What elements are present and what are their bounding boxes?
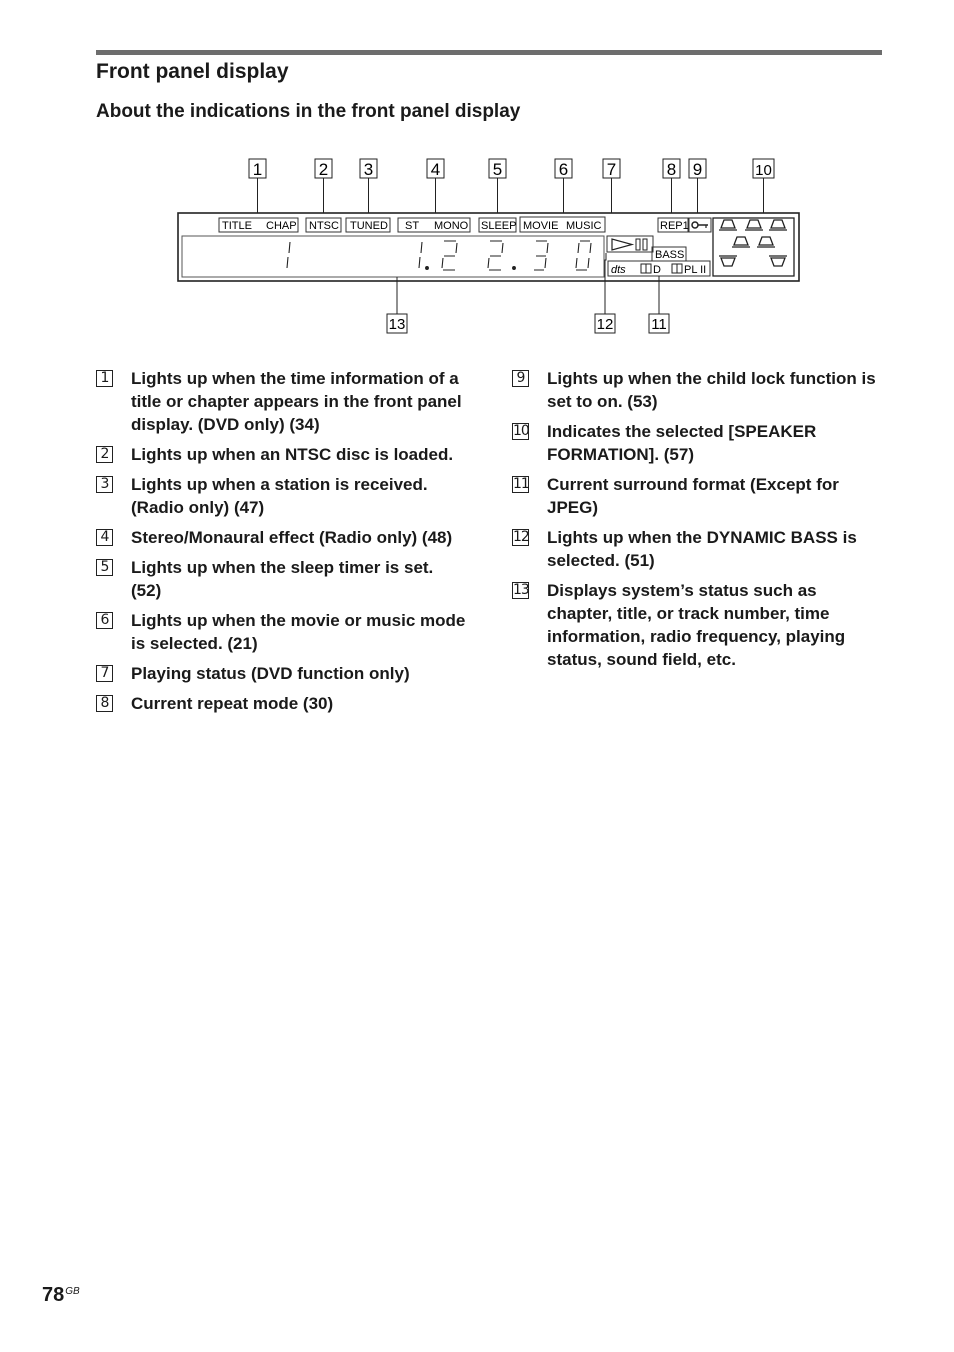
- legend-item: [96, 609, 468, 655]
- legend-item: [96, 662, 468, 685]
- item-number: 3: [96, 476, 113, 493]
- svg-text:SLEEP: SLEEP: [481, 220, 517, 232]
- svg-text:ST: ST: [405, 220, 420, 232]
- legend-item: [512, 526, 882, 572]
- surround-format-indicator: [608, 261, 710, 276]
- legend-item: [96, 692, 468, 715]
- rep1-indicator: [658, 218, 689, 232]
- legend-right-column: [512, 367, 882, 678]
- bass-indicator: [652, 247, 686, 261]
- legend-item: [512, 473, 882, 519]
- item-text: Indicates the selected [SPEAKER FORMATION]. (57): [547, 422, 817, 464]
- item-number: 10: [513, 423, 529, 439]
- legend-item: [96, 367, 468, 436]
- svg-text:2: 2: [318, 160, 329, 179]
- callout-3: [360, 159, 377, 217]
- svg-text:CHAP: CHAP: [266, 220, 297, 232]
- item-text: Lights up when a station is received. (Radio only) (47): [131, 475, 428, 517]
- item-text: Lights up when the sleep timer is set. (52): [131, 558, 434, 600]
- svg-text:8: 8: [666, 160, 677, 179]
- legend-item: [96, 443, 468, 466]
- legend-item: [96, 526, 468, 549]
- svg-text:NTSC: NTSC: [309, 220, 339, 232]
- item-text: Lights up when the child lock function is set to on. (53): [547, 369, 876, 411]
- svg-text:5: 5: [492, 160, 503, 179]
- item-number: 2: [96, 446, 113, 463]
- item-text: Stereo/Monaural effect (Radio only) (48): [131, 528, 453, 547]
- legend-item: [96, 473, 468, 519]
- item-number: 5: [96, 559, 113, 576]
- item-text: Displays system’s status such as chapter, title, or track number, time information, radio frequency, playing status, sound field, etc.: [547, 581, 846, 669]
- item-text: Current repeat mode (30): [131, 694, 334, 713]
- callout-4: [427, 159, 444, 217]
- sleep-indicator: [479, 218, 516, 232]
- svg-text:MONO: MONO: [434, 220, 469, 232]
- legend-item: [512, 579, 882, 671]
- item-text: Lights up when the movie or music mode is selected. (21): [131, 611, 466, 653]
- svg-text:3: 3: [363, 160, 374, 179]
- item-text: Lights up when the time information of a title or chapter appears in the front panel display. (DVD only) (34): [131, 369, 462, 434]
- item-text: Lights up when the DYNAMIC BASS is selected. (51): [547, 528, 857, 570]
- svg-text:D: D: [653, 264, 661, 276]
- svg-text:TUNED: TUNED: [350, 220, 388, 232]
- svg-text:7: 7: [606, 160, 617, 179]
- item-number: 9: [512, 370, 529, 387]
- callout-13: [387, 277, 407, 333]
- front-panel-diagram: [170, 150, 810, 340]
- st-mono-indicator: [398, 218, 470, 232]
- callout-10: [753, 159, 774, 218]
- callout-11: [649, 276, 669, 333]
- item-number: 8: [96, 695, 113, 712]
- svg-text:10: 10: [755, 162, 772, 179]
- callout-5: [489, 159, 506, 217]
- callout-9: [689, 159, 706, 219]
- svg-text:dts: dts: [611, 264, 626, 276]
- item-text: Playing status (DVD function only): [131, 664, 410, 683]
- callout-2: [315, 159, 332, 217]
- item-number: 13: [513, 582, 529, 598]
- svg-text:MOVIE: MOVIE: [523, 220, 559, 232]
- svg-text:REP1: REP1: [660, 220, 689, 232]
- legend-left-column: [96, 367, 468, 722]
- page-region-suffix: GB: [65, 1286, 80, 1297]
- svg-text:MUSIC: MUSIC: [566, 220, 602, 232]
- page-number: [42, 1284, 80, 1307]
- svg-text:1: 1: [252, 160, 263, 179]
- legend-item: [512, 420, 882, 466]
- item-text: Current surround format (Except for JPEG): [547, 475, 839, 517]
- callout-1: [249, 159, 266, 217]
- svg-text:12: 12: [596, 316, 614, 333]
- tuned-indicator: [346, 218, 390, 232]
- callout-6: [555, 159, 572, 217]
- item-number: 6: [96, 612, 113, 629]
- item-number: 12: [513, 529, 529, 545]
- page-number-value: 78: [42, 1284, 65, 1306]
- item-number: 11: [513, 476, 529, 492]
- section-rule: [96, 50, 882, 55]
- subsection-title: About the indications in the front panel display: [96, 101, 521, 122]
- item-number: 7: [96, 665, 113, 682]
- item-number: 1: [96, 370, 113, 387]
- item-number: 4: [96, 529, 113, 546]
- svg-text:BASS: BASS: [655, 249, 685, 261]
- svg-text:4: 4: [430, 160, 441, 179]
- legend-item: [96, 556, 468, 602]
- svg-text:6: 6: [558, 160, 569, 179]
- svg-text:TITLE: TITLE: [222, 220, 252, 232]
- legend-item: [512, 367, 882, 413]
- ntsc-indicator: [306, 218, 341, 232]
- svg-text:9: 9: [692, 160, 703, 179]
- svg-text:11: 11: [651, 316, 667, 333]
- item-text: Lights up when an NTSC disc is loaded.: [131, 445, 454, 464]
- callout-8: [663, 159, 680, 219]
- section-title: Front panel display: [96, 60, 289, 83]
- svg-text:13: 13: [388, 316, 406, 333]
- svg-text:PL II: PL II: [684, 264, 707, 276]
